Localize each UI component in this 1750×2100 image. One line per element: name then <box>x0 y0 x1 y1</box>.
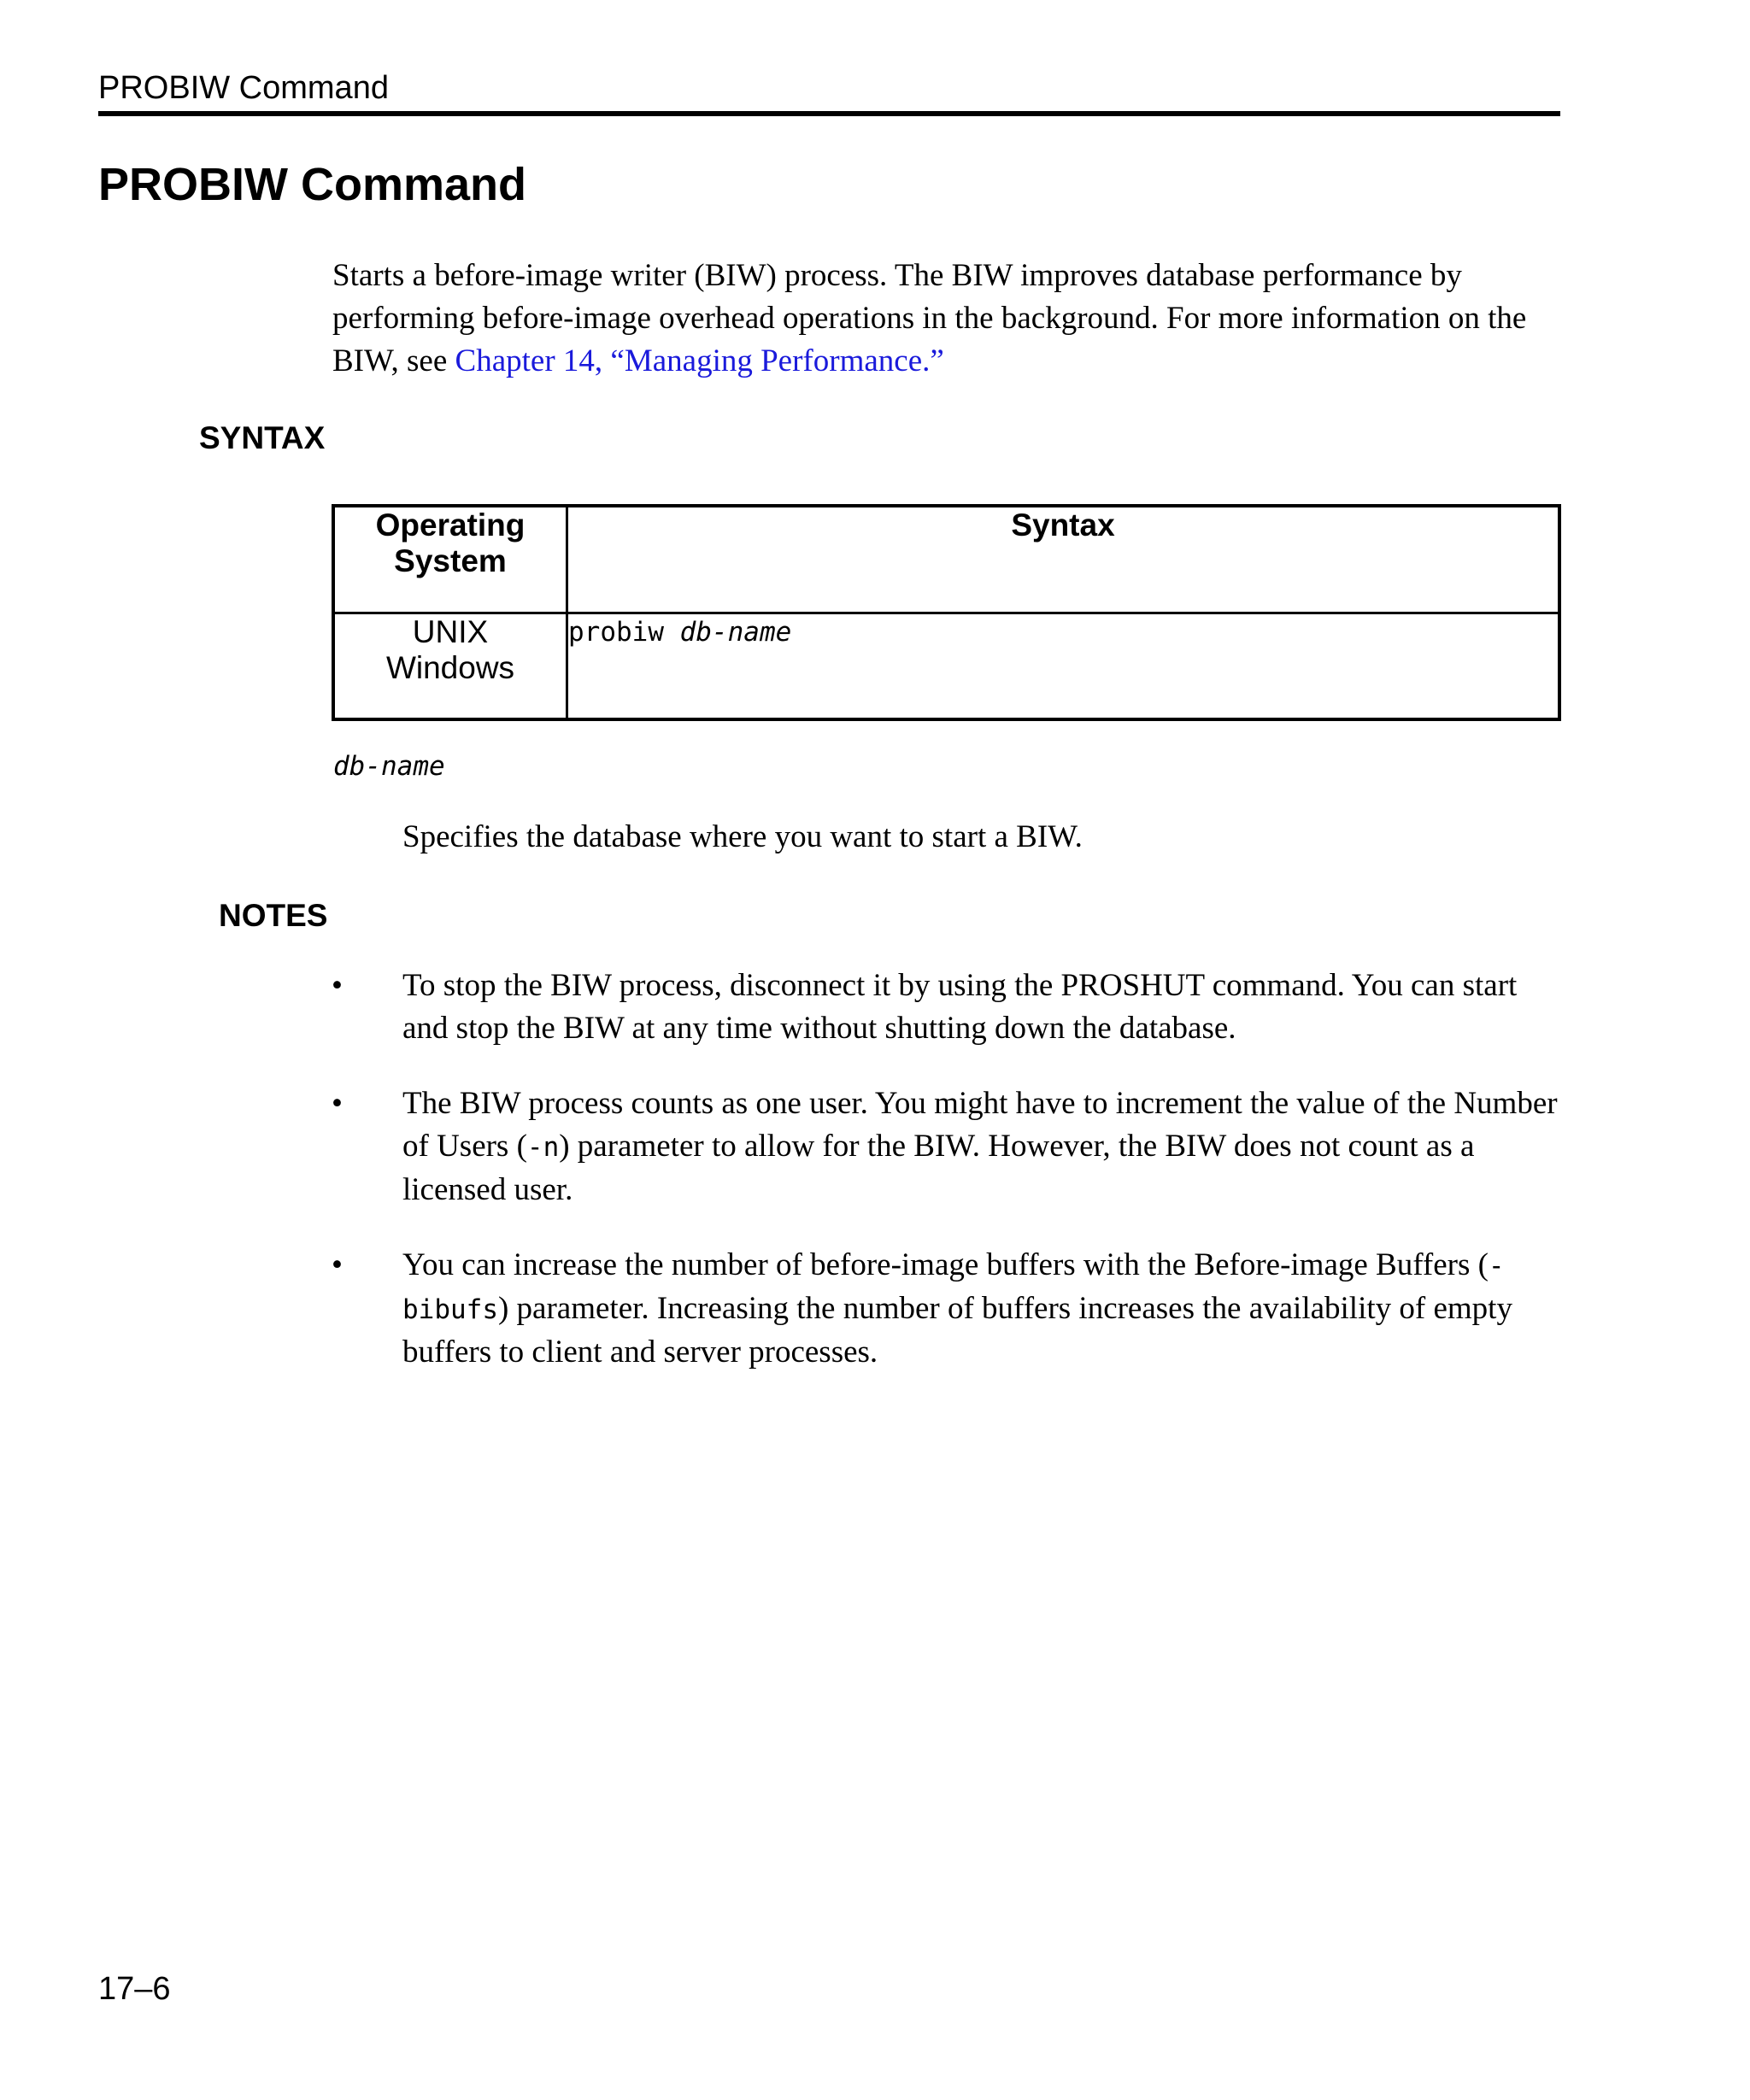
parameter-name: db-name <box>333 751 445 782</box>
page-number: 17–6 <box>98 1971 171 2007</box>
syntax-cell <box>567 613 1560 719</box>
header-syntax: Syntax <box>567 506 1560 613</box>
bullet-icon: • <box>332 968 343 1003</box>
parameter-description: Specifies the database where you want to start a BIW. <box>402 819 1083 854</box>
chapter-link[interactable]: Chapter 14, “Managing Performance.” <box>455 343 944 378</box>
bullet-icon: • <box>332 1086 343 1121</box>
header-rule <box>98 111 1560 116</box>
syntax-table <box>332 504 1561 721</box>
running-header: PROBIW Command <box>98 70 389 106</box>
page-title: PROBIW Command <box>98 159 527 210</box>
os-unix: UNIX <box>412 613 489 649</box>
intro-paragraph <box>332 255 1567 383</box>
syntax-argument: db-name <box>679 616 792 648</box>
note-item <box>332 965 1567 1050</box>
intro-text: Starts a before-image writer (BIW) process. The BIW improves database performance by performing before-image overhead operations in the background. For more information on the BIW, see <box>332 258 1527 378</box>
header-operating-system <box>333 506 567 613</box>
syntax-table-row <box>333 613 1559 719</box>
notes-heading: NOTES <box>219 898 328 933</box>
os-cell <box>333 613 567 719</box>
bullet-icon: • <box>332 1247 343 1282</box>
note-text: ) parameter to allow for the BIW. However, the BIW does not count as a licensed user. <box>402 1129 1475 1207</box>
note-text: To stop the BIW process, disconnect it by using the PROSHUT command. You can start and stop the BIW at any time without shutting down the database. <box>402 968 1518 1046</box>
syntax-command: probiw <box>568 616 664 648</box>
notes-list <box>332 965 1567 1406</box>
os-windows: Windows <box>385 649 515 685</box>
note-text: ) parameter. Increasing the number of buffers increases the availability of empty buffers to client and server processes. <box>402 1291 1512 1370</box>
note-text: The BIW process counts as one user. You might have to increment the value of the Number of Users ( <box>402 1086 1558 1164</box>
header-os-line2: System <box>394 543 507 578</box>
note-text: You can increase the number of before-image buffers with the Before-image Buffers ( <box>402 1247 1489 1282</box>
syntax-heading: SYNTAX <box>199 420 326 455</box>
note-item <box>332 1244 1567 1374</box>
note-code: -bibufs <box>402 1251 1505 1325</box>
syntax-table-header-row <box>333 506 1559 613</box>
header-os-line1: Operating <box>375 507 526 543</box>
note-code: -n <box>526 1132 560 1163</box>
note-item <box>332 1082 1567 1211</box>
